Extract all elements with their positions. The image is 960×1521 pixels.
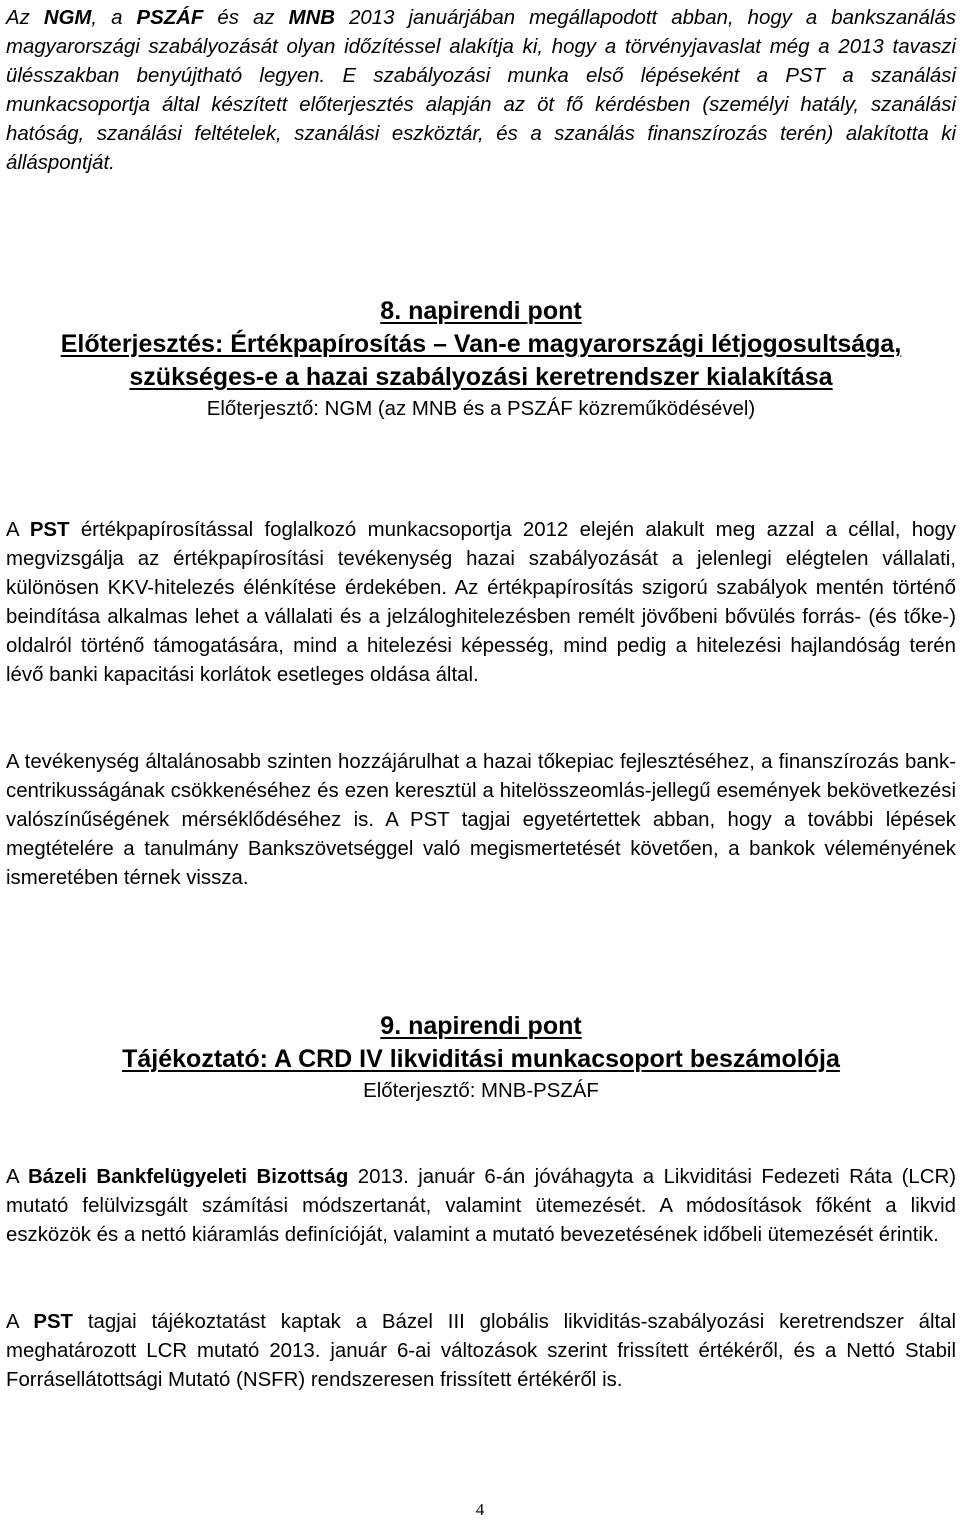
item-8-paragraph-1 [6, 516, 956, 690]
intro-text-3: és az [203, 7, 289, 29]
agenda-item-9-title: Tájékoztató: A CRD IV likviditási munkacsoport beszámolója [122, 1045, 840, 1073]
agenda-item-9-heading [6, 1010, 956, 1105]
agenda-item-9-number: 9. napirendi pont [380, 1012, 582, 1040]
item-9-paragraph-2 [6, 1308, 956, 1395]
intro-text-4: 2013 januárjában megállapodott abban, hogy a bankszanálás magyarországi szabályozását olyan időzítéssel alakítja ki, hogy a törvényjavaslat még a 2013 tavaszi ülésszakban benyújtható legyen. E szabályozási munka első lépéseként a PST a szanálási munkacsoportja által készített előterjesztés alapján az öt fő kérdésben (személyi hatály, szanálási hatóság, szanálási feltételek, szanálási eszköztár, és a szanálás finanszírozás terén) alakította ki álláspontját. [6, 7, 956, 174]
intro-bold-pszaf: PSZÁF [136, 7, 204, 29]
item-9-p2-text-1: A [6, 1311, 34, 1333]
page-number: 4 [475, 1500, 485, 1519]
item-9-p2-bold-pst: PST [33, 1311, 73, 1333]
intro-text-2: , a [91, 7, 137, 29]
agenda-item-8-title: Előterjesztés: Értékpapírosítás – Van-e magyarországi létjogosultsága, szükséges-e a hazai szabályozási keretrendszer kialakítása [60, 330, 902, 391]
item-8-paragraph-2: A tevékenység általánosabb szinten hozzájárulhat a hazai tőkepiac fejlesztéséhez, a finanszírozás bank-centrikusságának csökkenéséhez és ezen keresztül a hitelösszeomlás-jellegű események bekövetkezési valószínűségének mérséklődéséhez is. A PST tagjai egyetértettek abban, hogy a további lépések megtételére a tanulmány Bankszövetséggel való megismertetését követően, a bankok véleményének ismeretében térnek vissza. [6, 751, 956, 889]
item-9-p1-bold-committee: Bázeli Bankfelügyeleti Bizottság [27, 1166, 349, 1188]
item-9-paragraph-1 [6, 1163, 956, 1250]
agenda-item-9-presenter: Előterjesztő: MNB-PSZÁF [363, 1080, 599, 1102]
item-9-p2-text-2: tagjai tájékoztatást kaptak a Bázel III globális likviditás-szabályozási keretrendszer által meghatározott LCR mutató 2013. január 6-ai változások szerint frissített értékéről, és a Nettó Stabil Forrásellátottsági Mutató (NSFR) rendszeresen frissített értékéről is. [6, 1311, 957, 1391]
agenda-item-8-number: 8. napirendi pont [380, 297, 582, 325]
item-9-p1-text-1: A [6, 1166, 28, 1188]
item-8-p1-bold-pst: PST [29, 519, 70, 541]
agenda-item-8-heading [6, 295, 956, 423]
intro-bold-mnb: MNB [288, 7, 336, 29]
item-9-p1-text-2: 2013. január 6-án jóváhagyta a Likviditási Fedezeti Ráta (LCR) mutató felülvizsgált számítási módszertanát, valamint ütemezését. A módosítások főként a likvid eszközök és a nettó kiáramlás definícióját, valamint a mutató bevezetésének időbeli ütemezését érintik. [6, 1166, 957, 1246]
intro-bold-ngm: NGM [43, 7, 92, 29]
agenda-item-8-presenter: Előterjesztő: NGM (az MNB és a PSZÁF közreműködésével) [206, 398, 756, 420]
intro-text-1: Az [6, 7, 44, 29]
item-8-p1-text-1: A [6, 519, 30, 541]
intro-paragraph [6, 4, 956, 178]
item-8-p1-text-2: értékpapírosítással foglalkozó munkacsoportja 2012 elején alakult meg azzal a céllal, hogy megvizsgálja az értékpapírosítási tevékenység hazai szabályozását a jelenlegi elégtelen vállalati, különösen KKV-hitelezés élénkítése érdekében. Az értékpapírosítás szigorú szabályok mentén történő beindítása alkalmas lehet a vállalati és a jelzáloghitelezésben remélt jövőbeni bővülés forrás- (és tőke-) oldalról történő támogatására, mind a hitelezési képesség, mind pedig a hitelezési hajlandóság terén lévő banki kapacitási korlátok esetleges oldása által. [6, 519, 957, 686]
